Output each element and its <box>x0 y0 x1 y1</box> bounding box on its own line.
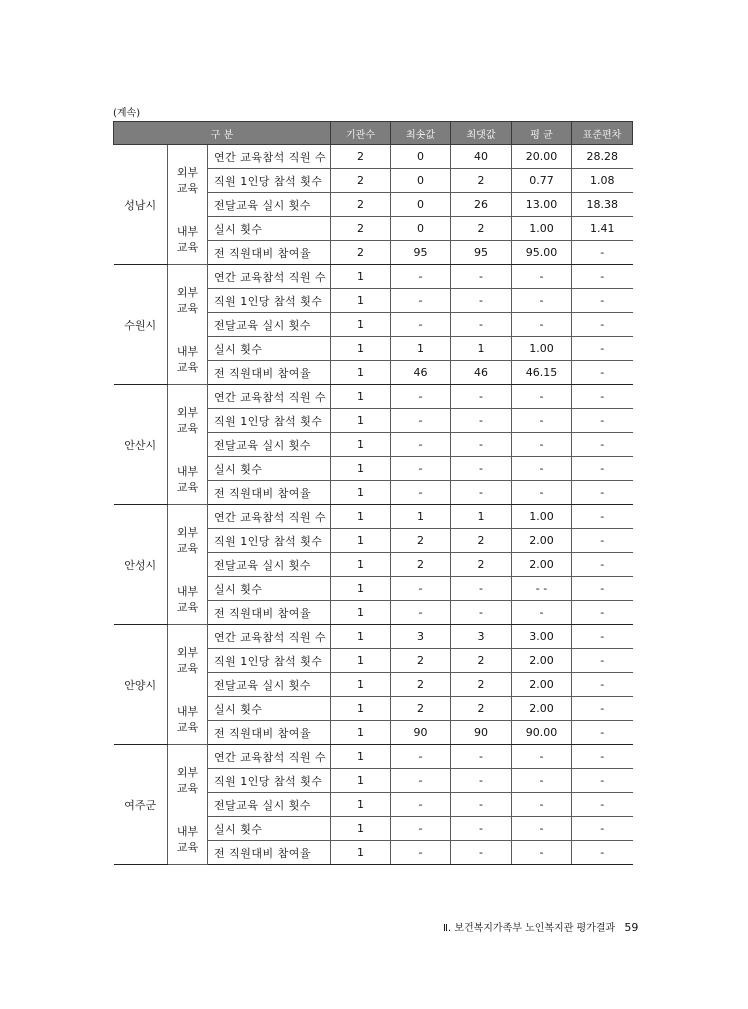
header-max: 최댓값 <box>451 122 512 145</box>
mean-cell: 20.00 <box>512 145 572 169</box>
mean-cell: 2.00 <box>512 649 572 673</box>
stddev-cell: - <box>572 553 633 577</box>
stddev-cell: 28.28 <box>572 145 633 169</box>
institutions-cell: 1 <box>331 793 391 817</box>
max-cell: 2 <box>451 529 512 553</box>
item-label-cell: 직원 1인당 참석 횟수 <box>208 649 331 673</box>
min-cell: - <box>391 577 451 601</box>
education-type-cell: 외부 교육 <box>168 385 208 457</box>
stddev-cell: 1.41 <box>572 217 633 241</box>
item-label-cell: 전 직원대비 참여율 <box>208 721 331 745</box>
institutions-cell: 2 <box>331 169 391 193</box>
institutions-cell: 1 <box>331 433 391 457</box>
institutions-cell: 1 <box>331 625 391 649</box>
min-cell: - <box>391 793 451 817</box>
item-label-cell: 전달교육 실시 횟수 <box>208 433 331 457</box>
min-cell: - <box>391 457 451 481</box>
mean-cell: 2.00 <box>512 697 572 721</box>
stddev-cell: - <box>572 457 633 481</box>
table-row <box>114 457 633 481</box>
institutions-cell: 1 <box>331 481 391 505</box>
mean-cell: 90.00 <box>512 721 572 745</box>
mean-cell: - <box>512 769 572 793</box>
stddev-cell: - <box>572 649 633 673</box>
max-cell: 2 <box>451 169 512 193</box>
min-cell: 2 <box>391 697 451 721</box>
mean-cell: - <box>512 745 572 769</box>
education-type-cell: 내부 교육 <box>168 457 208 505</box>
min-cell: 90 <box>391 721 451 745</box>
item-label-cell: 실시 횟수 <box>208 337 331 361</box>
table-header-row <box>114 122 633 145</box>
institutions-cell: 1 <box>331 265 391 289</box>
stddev-cell: 1.08 <box>572 169 633 193</box>
stddev-cell: - <box>572 505 633 529</box>
item-label-cell: 직원 1인당 참석 횟수 <box>208 409 331 433</box>
item-label-cell: 연간 교육참석 직원 수 <box>208 505 331 529</box>
max-cell: - <box>451 433 512 457</box>
table-row <box>114 505 633 529</box>
min-cell: - <box>391 409 451 433</box>
item-label-cell: 연간 교육참석 직원 수 <box>208 145 331 169</box>
stddev-cell: - <box>572 793 633 817</box>
mean-cell: - <box>512 313 572 337</box>
institutions-cell: 1 <box>331 457 391 481</box>
institutions-cell: 1 <box>331 721 391 745</box>
item-label-cell: 전 직원대비 참여율 <box>208 361 331 385</box>
mean-cell: 3.00 <box>512 625 572 649</box>
institutions-cell: 1 <box>331 385 391 409</box>
education-type-cell: 외부 교육 <box>168 265 208 337</box>
table-row <box>114 697 633 721</box>
stddev-cell: 18.38 <box>572 193 633 217</box>
stddev-cell: - <box>572 409 633 433</box>
min-cell: - <box>391 769 451 793</box>
item-label-cell: 전 직원대비 참여율 <box>208 601 331 625</box>
header-min: 최솟값 <box>391 122 451 145</box>
stddev-cell: - <box>572 433 633 457</box>
min-cell: 2 <box>391 553 451 577</box>
table-row <box>114 745 633 769</box>
mean-cell: 95.00 <box>512 241 572 265</box>
institutions-cell: 1 <box>331 745 391 769</box>
city-cell: 안성시 <box>114 505 168 625</box>
min-cell: - <box>391 601 451 625</box>
institutions-cell: 1 <box>331 673 391 697</box>
mean-cell: - <box>512 433 572 457</box>
table-row <box>114 577 633 601</box>
max-cell: - <box>451 841 512 865</box>
min-cell: 2 <box>391 673 451 697</box>
max-cell: - <box>451 793 512 817</box>
item-label-cell: 연간 교육참석 직원 수 <box>208 745 331 769</box>
item-label-cell: 전달교육 실시 횟수 <box>208 673 331 697</box>
stddev-cell: - <box>572 337 633 361</box>
stddev-cell: - <box>572 721 633 745</box>
footer-section-title: Ⅱ. 보건복지가족부 노인복지관 평가결과 <box>443 923 616 934</box>
max-cell: - <box>451 817 512 841</box>
education-type-cell: 내부 교육 <box>168 817 208 865</box>
max-cell: - <box>451 265 512 289</box>
min-cell: - <box>391 313 451 337</box>
min-cell: 3 <box>391 625 451 649</box>
item-label-cell: 연간 교육참석 직원 수 <box>208 385 331 409</box>
stddev-cell: - <box>572 481 633 505</box>
institutions-cell: 1 <box>331 769 391 793</box>
min-cell: - <box>391 289 451 313</box>
min-cell: 0 <box>391 193 451 217</box>
max-cell: 1 <box>451 337 512 361</box>
stddev-cell: - <box>572 745 633 769</box>
mean-cell: - <box>512 385 572 409</box>
min-cell: - <box>391 265 451 289</box>
item-label-cell: 실시 횟수 <box>208 217 331 241</box>
statistics-table <box>113 121 633 865</box>
item-label-cell: 전달교육 실시 횟수 <box>208 193 331 217</box>
max-cell: 2 <box>451 649 512 673</box>
institutions-cell: 1 <box>331 841 391 865</box>
institutions-cell: 1 <box>331 697 391 721</box>
institutions-cell: 1 <box>331 817 391 841</box>
mean-cell: 0.77 <box>512 169 572 193</box>
mean-cell: - <box>512 265 572 289</box>
max-cell: 1 <box>451 505 512 529</box>
mean-cell: 1.00 <box>512 337 572 361</box>
max-cell: 3 <box>451 625 512 649</box>
institutions-cell: 1 <box>331 649 391 673</box>
stddev-cell: - <box>572 673 633 697</box>
min-cell: - <box>391 841 451 865</box>
stddev-cell: - <box>572 769 633 793</box>
mean-cell: - <box>512 289 572 313</box>
institutions-cell: 1 <box>331 313 391 337</box>
mean-cell: 2.00 <box>512 529 572 553</box>
max-cell: 2 <box>451 217 512 241</box>
max-cell: - <box>451 289 512 313</box>
max-cell: 2 <box>451 673 512 697</box>
item-label-cell: 전 직원대비 참여율 <box>208 241 331 265</box>
city-cell: 수원시 <box>114 265 168 385</box>
education-type-cell: 내부 교육 <box>168 337 208 385</box>
item-label-cell: 전 직원대비 참여율 <box>208 841 331 865</box>
min-cell: 46 <box>391 361 451 385</box>
min-cell: 0 <box>391 169 451 193</box>
education-type-cell: 내부 교육 <box>168 697 208 745</box>
max-cell: 26 <box>451 193 512 217</box>
min-cell: - <box>391 745 451 769</box>
institutions-cell: 1 <box>331 505 391 529</box>
education-type-cell: 내부 교육 <box>168 217 208 265</box>
stddev-cell: - <box>572 697 633 721</box>
header-institutions: 기관수 <box>331 122 391 145</box>
max-cell: 90 <box>451 721 512 745</box>
item-label-cell: 전 직원대비 참여율 <box>208 481 331 505</box>
mean-cell: 46.15 <box>512 361 572 385</box>
continued-label: (계속) <box>113 108 141 119</box>
mean-cell: - <box>512 841 572 865</box>
header-stddev: 표준편차 <box>572 122 633 145</box>
min-cell: 2 <box>391 529 451 553</box>
max-cell: - <box>451 745 512 769</box>
institutions-cell: 2 <box>331 217 391 241</box>
mean-cell: - <box>512 481 572 505</box>
mean-cell: - <box>512 793 572 817</box>
max-cell: 95 <box>451 241 512 265</box>
item-label-cell: 전달교육 실시 횟수 <box>208 793 331 817</box>
education-type-cell: 외부 교육 <box>168 505 208 577</box>
stddev-cell: - <box>572 289 633 313</box>
mean-cell: 2.00 <box>512 553 572 577</box>
institutions-cell: 1 <box>331 529 391 553</box>
table-row <box>114 337 633 361</box>
city-cell: 성남시 <box>114 145 168 265</box>
education-type-cell: 외부 교육 <box>168 145 208 217</box>
max-cell: - <box>451 457 512 481</box>
item-label-cell: 전달교육 실시 횟수 <box>208 313 331 337</box>
institutions-cell: 1 <box>331 409 391 433</box>
item-label-cell: 실시 횟수 <box>208 457 331 481</box>
max-cell: 2 <box>451 697 512 721</box>
stddev-cell: - <box>572 241 633 265</box>
institutions-cell: 1 <box>331 553 391 577</box>
stddev-cell: - <box>572 817 633 841</box>
city-cell: 여주군 <box>114 745 168 865</box>
stddev-cell: - <box>572 361 633 385</box>
mean-cell: 13.00 <box>512 193 572 217</box>
institutions-cell: 1 <box>331 601 391 625</box>
max-cell: - <box>451 769 512 793</box>
max-cell: - <box>451 601 512 625</box>
table-row <box>114 625 633 649</box>
max-cell: 40 <box>451 145 512 169</box>
table-row <box>114 217 633 241</box>
item-label-cell: 실시 횟수 <box>208 697 331 721</box>
min-cell: - <box>391 481 451 505</box>
institutions-cell: 2 <box>331 145 391 169</box>
item-label-cell: 연간 교육참석 직원 수 <box>208 625 331 649</box>
institutions-cell: 1 <box>331 361 391 385</box>
institutions-cell: 2 <box>331 193 391 217</box>
item-label-cell: 실시 횟수 <box>208 577 331 601</box>
max-cell: - <box>451 313 512 337</box>
max-cell: - <box>451 409 512 433</box>
stddev-cell: - <box>572 265 633 289</box>
stddev-cell: - <box>572 529 633 553</box>
mean-cell: 1.00 <box>512 217 572 241</box>
city-cell: 안산시 <box>114 385 168 505</box>
item-label-cell: 직원 1인당 참석 횟수 <box>208 289 331 313</box>
stddev-cell: - <box>572 625 633 649</box>
max-cell: 2 <box>451 553 512 577</box>
item-label-cell: 연간 교육참석 직원 수 <box>208 265 331 289</box>
item-label-cell: 실시 횟수 <box>208 817 331 841</box>
min-cell: - <box>391 817 451 841</box>
institutions-cell: 1 <box>331 337 391 361</box>
min-cell: - <box>391 433 451 457</box>
header-mean: 평 균 <box>512 122 572 145</box>
mean-cell: 1.00 <box>512 505 572 529</box>
min-cell: 2 <box>391 649 451 673</box>
page-footer <box>443 919 638 934</box>
max-cell: - <box>451 577 512 601</box>
min-cell: 1 <box>391 337 451 361</box>
item-label-cell: 전달교육 실시 횟수 <box>208 553 331 577</box>
education-type-cell: 외부 교육 <box>168 625 208 697</box>
institutions-cell: 1 <box>331 577 391 601</box>
mean-cell: - <box>512 817 572 841</box>
mean-cell: 2.00 <box>512 673 572 697</box>
table-row <box>114 817 633 841</box>
education-type-cell: 내부 교육 <box>168 577 208 625</box>
stddev-cell: - <box>572 385 633 409</box>
max-cell: - <box>451 481 512 505</box>
education-type-cell: 외부 교육 <box>168 745 208 817</box>
stddev-cell: - <box>572 577 633 601</box>
table-row <box>114 385 633 409</box>
city-cell: 안양시 <box>114 625 168 745</box>
stddev-cell: - <box>572 841 633 865</box>
stddev-cell: - <box>572 313 633 337</box>
institutions-cell: 2 <box>331 241 391 265</box>
table-row <box>114 265 633 289</box>
page-number: 59 <box>624 921 639 934</box>
min-cell: 0 <box>391 145 451 169</box>
min-cell: 95 <box>391 241 451 265</box>
institutions-cell: 1 <box>331 289 391 313</box>
max-cell: 46 <box>451 361 512 385</box>
header-category: 구 분 <box>114 122 331 145</box>
mean-cell: - <box>512 457 572 481</box>
min-cell: 0 <box>391 217 451 241</box>
mean-cell: - - <box>512 577 572 601</box>
mean-cell: - <box>512 601 572 625</box>
item-label-cell: 직원 1인당 참석 횟수 <box>208 529 331 553</box>
stddev-cell: - <box>572 601 633 625</box>
min-cell: 1 <box>391 505 451 529</box>
item-label-cell: 직원 1인당 참석 횟수 <box>208 169 331 193</box>
mean-cell: - <box>512 409 572 433</box>
max-cell: - <box>451 385 512 409</box>
min-cell: - <box>391 385 451 409</box>
item-label-cell: 직원 1인당 참석 횟수 <box>208 769 331 793</box>
table-row <box>114 145 633 169</box>
